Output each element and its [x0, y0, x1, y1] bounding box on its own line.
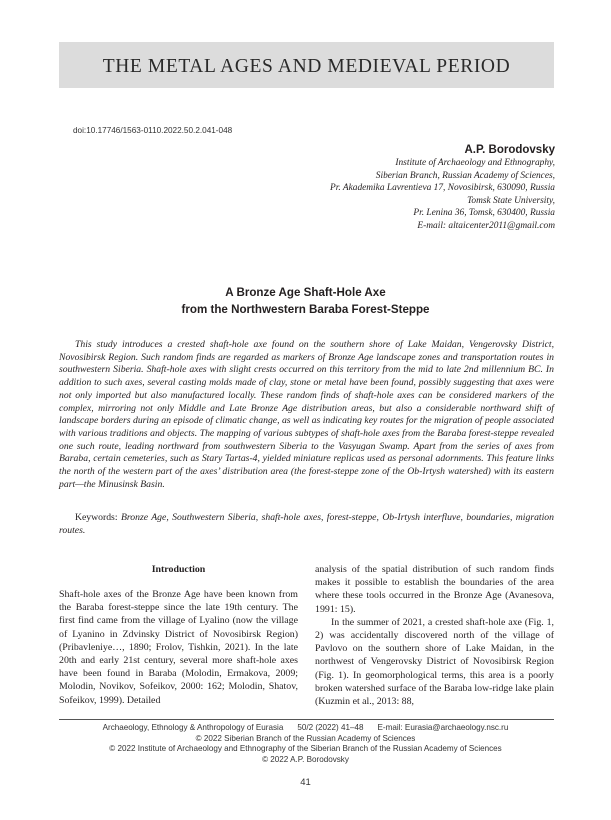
copyright-line: © 2022 Institute of Archaeology and Ethnography of the Siberian Branch of the Russian Academy of Sciences — [109, 744, 502, 754]
affiliation-line: Pr. Akademika Lavrentieva 17, Novosibirsk, 630090, Russia — [330, 183, 555, 193]
journal-issue: 50/2 (2022) 41–48 — [297, 723, 364, 732]
doi: doi:10.17746/1563-0110.2022.50.2.041-048 — [73, 126, 233, 135]
abstract: This study introduces a crested shaft-hole axe found on the southern shore of Lake Maidan, Vengerovsky District, Novosibirsk Region. Such random finds are regarded as markers of Bronze Age landscape zones and transportation routes in southwestern Siberia. Shaft-hole axes with slight crests occurred on this territory from the mid to late 2nd millennium BC. In addition to such axes, several casting molds made of clay, stone or metal have been found, possibly suggesting that axes were not only imported but also manufactured locally. These random finds of shaft-hole axes can be considered markers of the complex, mirroring not only Middle and Late Bronze Age distribution areas, but also a considerable northward shift of landscape borders during an episode of climatic change, as well as indicating key routes for the migration of people associated with various traditions and objects. The mapping of various subtypes of shaft-hole axes from the Baraba forest-steppe revealed one such route, leading northward from southwestern Siberia to the Vasyugan Swamp. Apart from the series of axes from Baraba, certain cemeteries, such as Stary Tartas-4, yielded miniature replicas used as personal adornments. This feature links the north of the western part of the axes’ distribution area (the forest-steppe zone of the Ob-Irtysh watershed) with its eastern part—the Minusinsk Basin. — [59, 339, 554, 490]
section-header-band — [59, 42, 554, 88]
author-email: E-mail: altaicenter2011@gmail.com — [417, 220, 555, 231]
keywords — [59, 512, 554, 537]
section-header: THE METAL AGES AND MEDIEVAL PERIOD — [102, 56, 511, 77]
author-block — [330, 143, 555, 232]
journal-email[interactable]: E-mail: Eurasia@archaeology.nsc.ru — [377, 723, 509, 732]
body-column-left — [59, 563, 298, 707]
author-name: A.P. Borodovsky — [464, 144, 555, 156]
journal-name: Archaeology, Ethnology & Anthropology of Eurasia — [102, 723, 284, 732]
copyright-line: © 2022 A.P. Borodovsky — [262, 754, 349, 764]
body-paragraph: Shaft-hole axes of the Bronze Age have been known from the Baraba forest-steppe since the late 19th century. The first find came from the village of Lyalino (now the village of Lyanino in Zdvinsky District of Novosibirsk Region) (Pribavleniye…, 1890; Frolov, Tishkin, 2021). In the late 20th and early 21st century, several more shaft-hole axes have been found in Baraba (Molodin, Ermakova, 2009; Molodin, Novikov, Sofeikov, 2000: 162; Molodin, Shatov, Sofeikov, 1999). Detailed — [59, 589, 298, 706]
body-column-right — [315, 563, 554, 708]
affiliation-line: Siberian Branch, Russian Academy of Sciences, — [375, 170, 555, 181]
article-title-line-1: A Bronze Age Shaft-Hole Axe — [225, 286, 386, 299]
article-title-line-2: from the Northwestern Baraba Forest-Steppe — [181, 303, 430, 316]
keywords-list: Bronze Age, Southwestern Siberia, shaft-hole axes, forest-steppe, Ob-Irtysh interfluve, boundaries, migration routes. — [59, 512, 554, 536]
introduction-heading: Introduction — [151, 564, 206, 575]
footer-divider — [59, 719, 554, 720]
body-paragraph: In the summer of 2021, a crested shaft-hole axe (Fig. 1, 2) was accidentally discovered north of the village of Pavlovo on the southern shore of Lake Maidan, in the northwest of Vengerovsky District of Novosibirsk Region (Fig. 1). In geomorphological terms, this area is a poorly broken watershed surface of the Baraba low-ridge lake plain (Kuzmin et al., 2013: 88, — [315, 616, 554, 708]
affiliation-line: Institute of Archaeology and Ethnography, — [395, 158, 555, 168]
keywords-label: Keywords: — [75, 512, 118, 523]
affiliation-line: Tomsk State University, — [467, 195, 555, 206]
page-number: 41 — [300, 777, 311, 788]
footer — [0, 723, 611, 765]
affiliation-line: Pr. Lenina 36, Tomsk, 630400, Russia — [413, 208, 555, 218]
body-paragraph: analysis of the spatial distribution of such random finds makes it possible to establish the boundaries of the area where these tools occurred in the Bronze Age (Avanesova, 1991: 15). — [315, 564, 554, 615]
article-title — [0, 284, 611, 318]
copyright-line: © 2022 Siberian Branch of the Russian Academy of Sciences — [195, 733, 416, 743]
footer-journal-line — [0, 723, 611, 734]
